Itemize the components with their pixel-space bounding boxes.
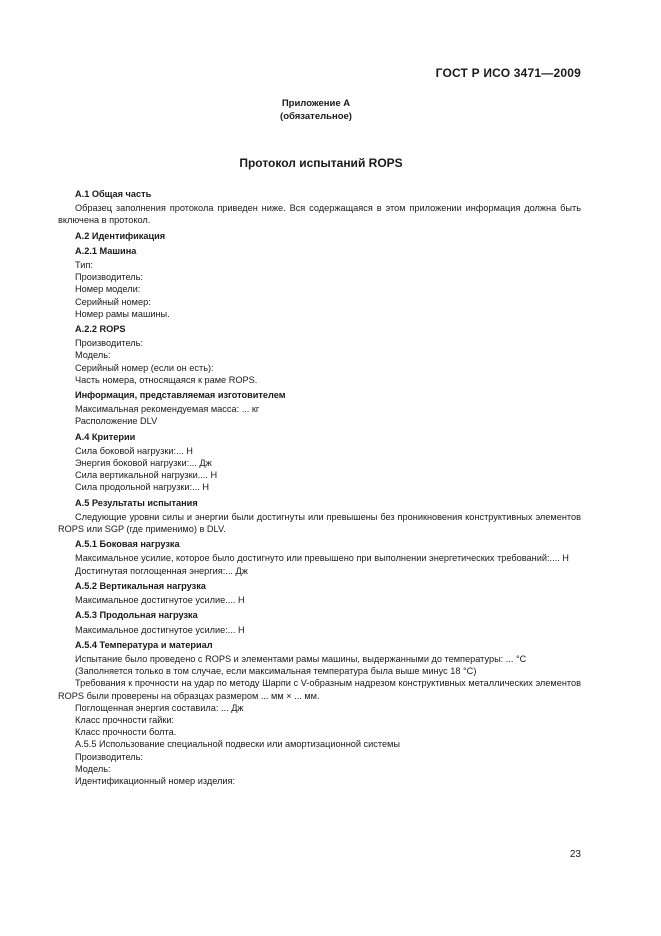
section-heading: Информация, представляемая изготовителем — [75, 390, 286, 401]
document-body — [58, 185, 581, 787]
section-heading: А.2.2 ROPS — [75, 324, 126, 335]
body-paragraph: Тип: — [75, 260, 93, 271]
body-paragraph: Сила продольной нагрузки:... Н — [75, 482, 209, 493]
body-paragraph: Максимальное достигнутое усилие:... Н — [75, 624, 245, 635]
body-paragraph: Производитель: — [75, 338, 143, 349]
section-heading: А.2.1 Машина — [75, 245, 137, 256]
body-paragraph: Испытание было проведено с ROPS и элементами рамы машины, выдержанными до температуры: ... °С — [75, 653, 527, 664]
body-paragraph: Серийный номер: — [75, 296, 151, 307]
body-paragraph: Максимальная рекомендуемая масса: ... кг — [75, 404, 260, 415]
body-paragraph: Серийный номер (если он есть): — [75, 362, 214, 373]
body-paragraph: Идентификационный номер изделия: — [75, 775, 236, 786]
body-paragraph: Образец заполнения протокола приведен ниже. Вся содержащаяся в этом приложении информация должна быть включена в протокол. — [58, 203, 581, 226]
body-paragraph: Модель: — [75, 350, 111, 361]
body-paragraph: Требования к прочности на удар по методу Шарпи с V-образным надрезом конструктивных металлических элементов ROPS были проверены на образцах размером ... мм × ... мм. — [58, 678, 581, 701]
appendix-heading — [0, 97, 632, 123]
section-heading: А.1 Общая часть — [75, 189, 152, 199]
body-paragraph: Энергия боковой нагрузки:... Дж — [75, 458, 212, 469]
appendix-label: Приложение А — [281, 98, 351, 109]
body-paragraph: А.5.5 Использование специальной подвески или амортизационной системы — [75, 739, 401, 750]
body-paragraph: Класс прочности болта. — [75, 727, 177, 738]
section-heading: А.5 Результаты испытания — [75, 497, 198, 508]
document-code: ГОСТ Р ИСО 3471—2009 — [435, 66, 581, 80]
section-heading: А.5.4 Температура и материал — [75, 639, 213, 650]
body-paragraph: Часть номера, относящаяся к раме ROPS. — [75, 374, 258, 385]
body-paragraph: Достигнутая поглощенная энергия:... Дж — [75, 565, 248, 576]
page-number: 23 — [569, 849, 581, 860]
body-paragraph: Расположение DLV — [75, 416, 158, 427]
page-title: Протокол испытаний ROPS — [239, 156, 403, 170]
body-paragraph: (Заполняется только в том случае, если максимальная температура была выше минус 18 °С) — [75, 666, 477, 677]
section-heading: А.5.3 Продольная нагрузка — [75, 610, 198, 621]
body-paragraph: Максимальное достигнутое усилие.... Н — [75, 595, 245, 606]
appendix-status: (обязательное) — [280, 111, 352, 122]
body-paragraph: Номер рамы машины. — [75, 308, 170, 319]
section-heading: А.4 Критерии — [75, 431, 136, 442]
section-heading: А.2 Идентификация — [75, 230, 166, 241]
body-paragraph: Номер модели: — [75, 284, 141, 295]
body-paragraph: Класс прочности гайки: — [75, 714, 175, 725]
body-paragraph: Поглощенная энергия составила: ... Дж — [75, 702, 244, 713]
body-paragraph: Производитель: — [75, 751, 143, 762]
body-paragraph: Сила вертикальной нагрузки.... Н — [75, 470, 218, 481]
body-paragraph: Сила боковой нагрузки:... Н — [75, 445, 193, 456]
body-paragraph: Модель: — [75, 763, 111, 774]
body-paragraph: Максимальное усилие, которое было достигнуто или превышено при выполнении энергетических требований:.... Н — [75, 553, 569, 564]
section-heading: А.5.1 Боковая нагрузка — [75, 539, 180, 550]
section-heading: А.5.2 Вертикальная нагрузка — [75, 580, 206, 591]
body-paragraph: Производитель: — [75, 272, 143, 283]
body-paragraph: Следующие уровни силы и энергии были достигнуты или превышены без проникновения конструктивных элементов ROPS или SGP (где применимо) в DLV. — [58, 511, 581, 535]
